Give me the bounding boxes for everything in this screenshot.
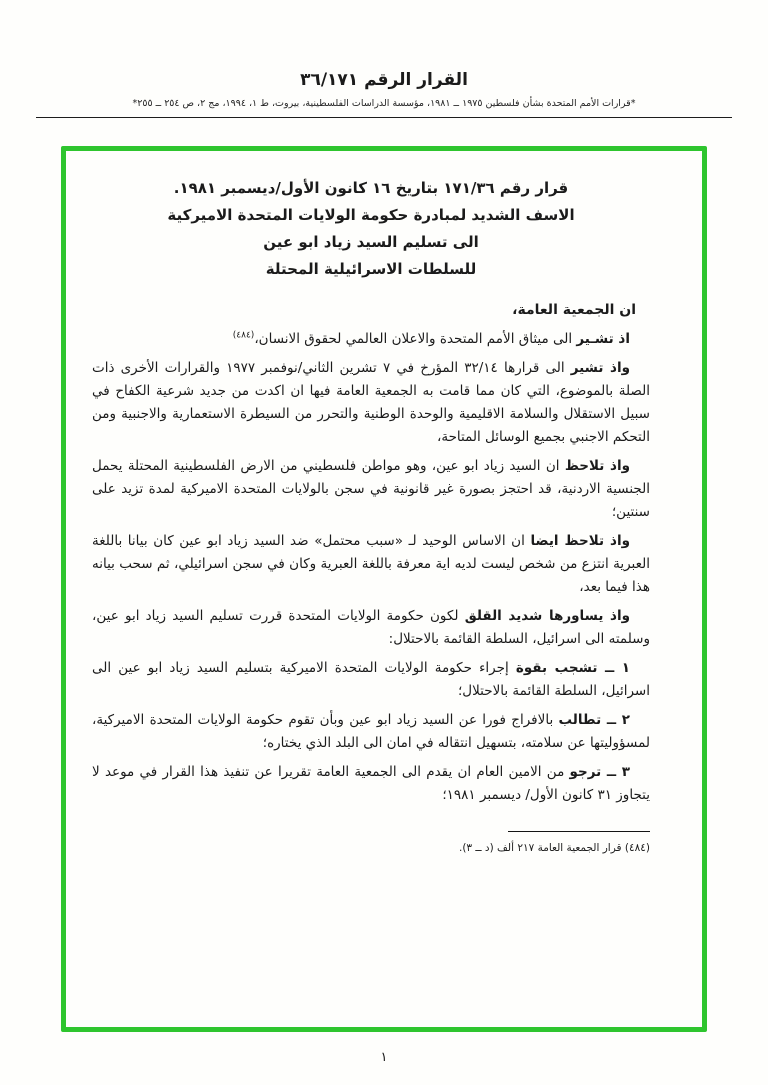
operative-paragraph-3 bbox=[92, 761, 650, 807]
paragraph-text: بالافراج فورا عن السيد زياد ابو عين وبأن تقوم حكومة الولايات المتحدة الاميركية، لمسؤوليتها عن سلامته، بتسهيل انتقاله في امان الى البلد الذي يختاره؛ bbox=[92, 712, 650, 751]
header-source-citation: *قرارات الأمم المتحدة بشأن فلسطين ١٩٧٥ ــ ١٩٨١، مؤسسة الدراسات الفلسطينية، بيروت، ط ١، ١٩٩٤، مج ٢، ص ٢٥٤ ــ ٢٥٥* bbox=[132, 98, 636, 109]
paragraph-text: ان الاساس الوحيد لـ «سبب محتمل» ضد السيد زياد ابو عين كان بيانا باللغة العبرية انتزع من شخص ليست لديه اية معرفة باللغة العبرية وكان في سجن اسرائيلي، ثم سحب بيانه هذا فيما بعد، bbox=[92, 533, 650, 595]
footnote-marker: (٤٨٤) bbox=[232, 330, 255, 341]
paragraph-text: من الامين العام ان يقدم الى الجمعية العامة تقريرا عن تنفيذ هذا القرار في موعد لا يتجاوز ٣١ كانون الأول/ ديسمبر ١٩٨١؛ bbox=[92, 764, 650, 803]
footnote-block bbox=[92, 831, 650, 856]
preamble-paragraph-2 bbox=[92, 357, 650, 449]
paragraph-lead: واذ تلاحظ ايضا bbox=[530, 533, 630, 549]
paragraph-lead: واذ تلاحظ bbox=[564, 458, 630, 474]
paragraph-lead: اذ تشـير bbox=[576, 331, 630, 347]
resolution-title-line-4: للسلطات الاسرائيلية المحتلة bbox=[265, 260, 477, 278]
paragraph-lead: ٣ ــ ترجو bbox=[569, 764, 630, 780]
page-number: ١ bbox=[380, 1050, 388, 1065]
paragraph-lead: واذ يساورها شديد القلق bbox=[464, 608, 630, 624]
footnote-text: (٤٨٤) قرار الجمعية العامة ٢١٧ ألف (د ــ ٣). bbox=[458, 842, 650, 854]
header-resolution-number: القرار الرقم ٣٦/١٧١ bbox=[300, 70, 468, 90]
preamble-paragraph-1 bbox=[92, 328, 650, 351]
paragraph-lead: ١ ــ تشجب بقوة bbox=[515, 660, 631, 676]
paragraph-text: إجراء حكومة الولايات المتحدة الاميركية بتسليم السيد زياد ابو عين الى اسرائيل، السلطة القائمة بالاحتلال؛ bbox=[92, 660, 650, 699]
paragraph-text: الى قرارها ٣٢/١٤ المؤرخ في ٧ تشرين الثاني/نوفمبر ١٩٧٧ والقرارات الأخرى ذات الصلة بالموضوع، التي كان مما قامت به الجمعية العامة فيها ان اكدت من جديد شرعية الكفاح في سبيل الاستقلال والسلامة الاقليمية والوحدة الوطنية والتحرر من السيطرة الاستعمارية والاجنبية ومن التحكم الاجنبي بجميع الوسائل المتاحة، bbox=[92, 360, 650, 445]
resolution-title-line-3: الى تسليم السيد زياد ابو عين bbox=[263, 233, 479, 251]
preamble-paragraph-3 bbox=[92, 455, 650, 524]
preamble-paragraph-4 bbox=[92, 530, 650, 599]
paragraph-text: ان السيد زياد ابو عين، وهو مواطن فلسطيني من الارض الفلسطينية المحتلة يحمل الجنسية الاردنية، قد احتجز بصورة غير قانونية في سجن بالولايات المتحدة الاميركية لمدة تزيد على سنتين؛ bbox=[92, 458, 650, 520]
resolution-body bbox=[66, 151, 702, 1027]
operative-paragraph-1 bbox=[92, 657, 650, 703]
document-frame bbox=[61, 146, 707, 1032]
footnote-separator-line bbox=[508, 831, 650, 832]
paragraph-lead: واذ تشير bbox=[570, 360, 630, 376]
paragraph-text: لكون حكومة الولايات المتحدة قررت تسليم السيد زياد ابو عين، وسلمته الى اسرائيل، السلطة القائمة بالاحتلال: bbox=[92, 608, 650, 647]
resolution-title-line-1: قرار رقم ١٧١/٣٦ بتاريخ ١٦ كانون الأول/ديسمبر ١٩٨١. bbox=[173, 179, 569, 197]
preamble-intro: ان الجمعية العامة، bbox=[512, 302, 636, 318]
preamble-paragraph-5 bbox=[92, 605, 650, 651]
operative-paragraph-2 bbox=[92, 709, 650, 755]
resolution-title-line-2: الاسف الشديد لمبادرة حكومة الولايات المتحدة الاميركية bbox=[167, 206, 575, 224]
header-divider-line bbox=[36, 117, 732, 118]
paragraph-text: الى ميثاق الأمم المتحدة والاعلان العالمي لحقوق الانسان، bbox=[254, 331, 577, 347]
paragraph-lead: ٢ ــ تطالب bbox=[558, 712, 631, 728]
resolution-title bbox=[92, 175, 650, 283]
